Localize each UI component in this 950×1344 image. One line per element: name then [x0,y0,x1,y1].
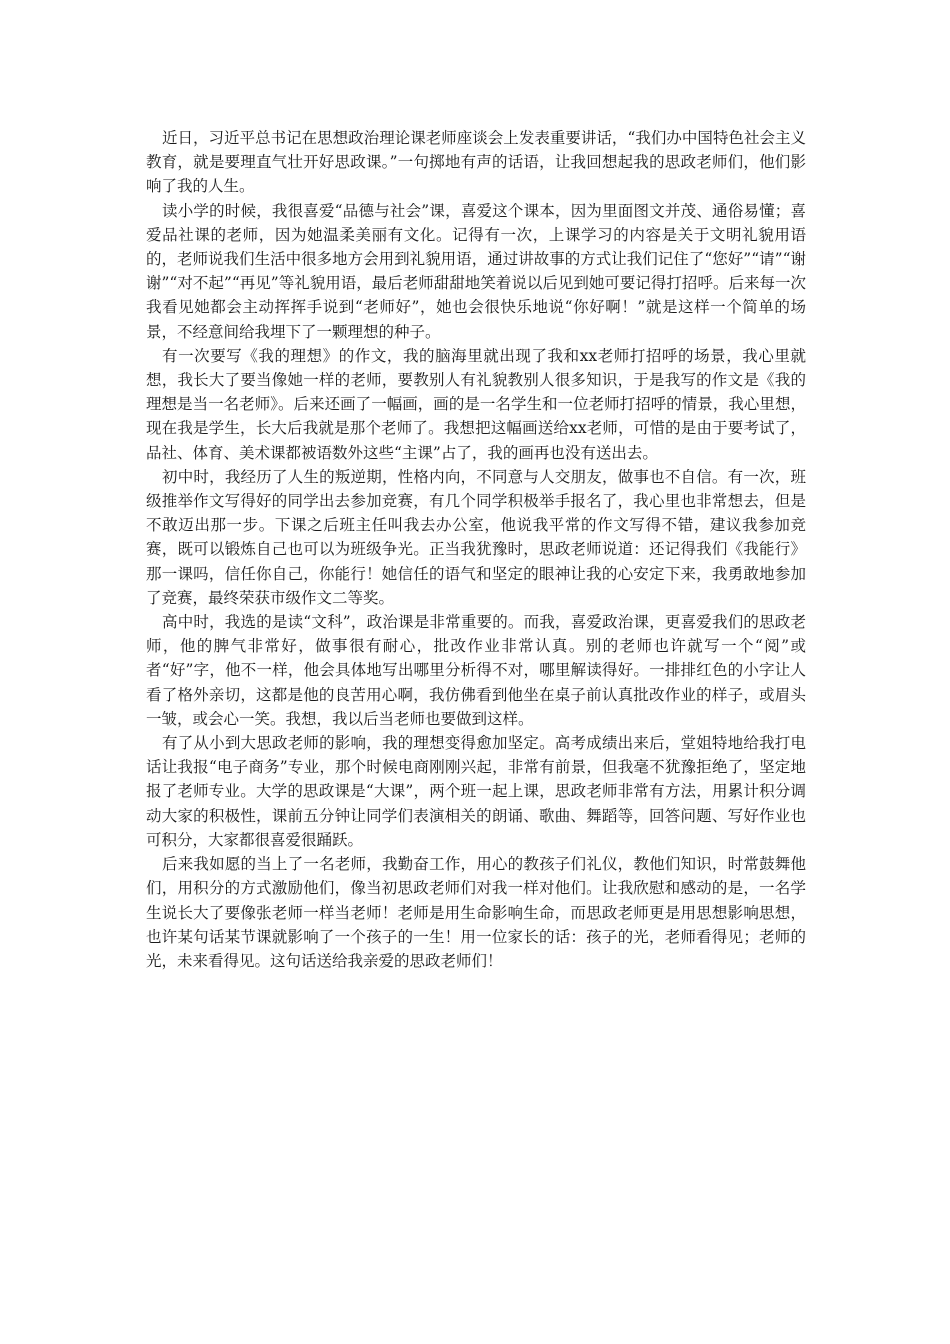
article-body [146,126,806,973]
paragraph-4: 初中时，我经历了人生的叛逆期，性格内向，不同意与人交朋友，做事也不自信。有一次，班级推举作文写得好的同学出去参加竞赛，有几个同学积极举手报名了，我心里也非常想去，但是不敢迈出那一步。下课之后班主任叫我去办公室，他说我平常的作文写得不错，建议我参加竞赛，既可以锻炼自己也可以为班级争光。正当我犹豫时，思政老师说道：还记得我们《我能行》那一课吗，信任你自己，你能行！她信任的语气和坚定的眼神让我的心安定下来，我勇敢地参加了竞赛，最终荣获市级作文二等奖。 [146,467,806,607]
paragraph-7: 后来我如愿的当上了一名老师，我勤奋工作，用心的教孩子们礼仪，教他们知识，时常鼓舞他们，用积分的方式激励他们，像当初思政老师们对我一样对他们。让我欣慰和感动的是，一名学生说长大了要像张老师一样当老师！老师是用生命影响生命，而思政老师更是用思想影响思想，也许某句话某节课就影响了一个孩子的一生！用一位家长的话：孩子的光，老师看得见；老师的光，未来看得见。这句话送给我亲爱的思政老师们！ [146,855,806,970]
paragraph-3: 有一次要写《我的理想》的作文，我的脑海里就出现了我和xx老师打招呼的场景，我心里就想，我长大了要当像她一样的老师，要教别人有礼貌教别人很多知识，于是我写的作文是《我的理想是当一名老师》。后来还画了一幅画，画的是一名学生和一位老师打招呼的情景，我心里想，现在我是学生，长大后我就是那个老师了。我想把这幅画送给xx老师，可惜的是由于要考试了，品社、体育、美术课都被语数外这些“主课”占了，我的画再也没有送出去。 [146,346,806,462]
paragraph-2: 读小学的时候，我很喜爱“品德与社会”课，喜爱这个课本，因为里面图文并茂、通俗易懂；喜爱品社课的老师，因为她温柔美丽有文化。记得有一次，上课学习的内容是关于文明礼貌用语的，老师说我们生活中很多地方会用到礼貌用语，通过讲故事的方式让我们记住了“您好”“请”“谢谢”“对不起”“再见”等礼貌用语，最后老师甜甜地笑着说以后见到她可要记得打招呼。后来每一次我看见她都会主动挥挥手说到“老师好”，她也会很快乐地说“你好啊！”就是这样一个简单的场景，不经意间给我埋下了一颗理想的种子。 [146,201,806,341]
paragraph-6: 有了从小到大思政老师的影响，我的理想变得愈加坚定。高考成绩出来后，堂姐特地给我打电话让我报“电子商务”专业，那个时候电商刚刚兴起，非常有前景，但我毫不犹豫拒绝了，坚定地报了老师专业。大学的思政课是“大课”，两个班一起上课，思政老师非常有方法，用累计积分调动大家的积极性，课前五分钟让同学们表演相关的朗诵、歌曲、舞蹈等，回答问题、写好作业也可积分，大家都很喜爱很踊跃。 [146,734,806,849]
paragraph-1: 近日，习近平总书记在思想政治理论课老师座谈会上发表重要讲话，“我们办中国特色社会主义教育，就是要理直气壮开好思政课。”一句掷地有声的话语，让我回想起我的思政老师们，他们影响了我的人生。 [146,129,806,196]
paragraph-5: 高中时，我选的是读“文科”，政治课是非常重要的。而我，喜爱政治课，更喜爱我们的思政老师，他的脾气非常好，做事很有耐心，批改作业非常认真。别的老师也许就写一个“阅”或者“好”字，他不一样，他会具体地写出哪里分析得不对，哪里解读得好。一排排红色的小字让人看了格外亲切，这都是他的良苦用心啊，我仿佛看到他坐在桌子前认真批改作业的样子，或眉头一皱，或会心一笑。我想，我以后当老师也要做到这样。 [146,613,806,728]
